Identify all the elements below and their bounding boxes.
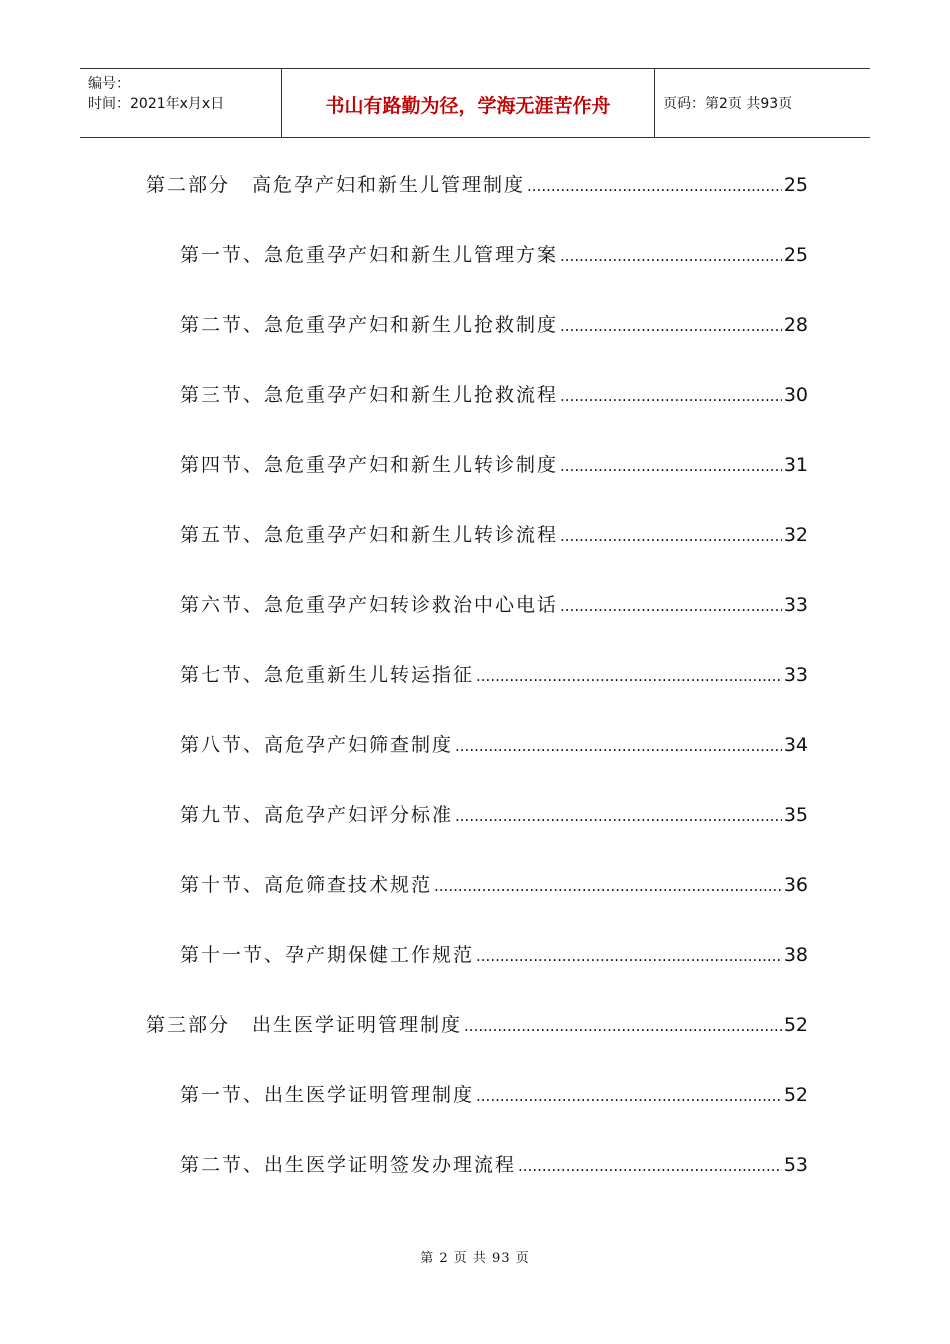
page-info: 页码：第2页 共93页 xyxy=(663,96,793,112)
toc-entry-page: 35 xyxy=(783,804,808,826)
header-meta-cell xyxy=(80,69,282,137)
toc-entry-title: 第十节、高危筛查技术规范 xyxy=(180,874,433,896)
toc-entry-title: 第十一节、孕产期保健工作规范 xyxy=(180,944,475,966)
toc-entry-page: 25 xyxy=(783,174,808,196)
toc-entry-section[interactable] xyxy=(180,590,808,618)
toc-entry-section[interactable] xyxy=(180,800,808,828)
toc-entry-title: 第四节、急危重孕产妇和新生儿转诊制度 xyxy=(180,454,559,476)
toc-entry-page: 32 xyxy=(783,524,808,546)
toc-entry-section[interactable] xyxy=(180,240,808,268)
toc-entry-title: 高危孕产妇和新生儿管理制度 xyxy=(252,174,526,196)
toc-entry-section[interactable] xyxy=(180,730,808,758)
toc-entry-section[interactable] xyxy=(180,940,808,968)
toc-entry-title: 第二节、急危重孕产妇和新生儿抢救制度 xyxy=(180,314,559,336)
toc-entry-section[interactable] xyxy=(180,1150,808,1178)
toc-entry-page: 53 xyxy=(783,1154,808,1176)
toc-leader-dots xyxy=(476,1087,782,1105)
toc-entry-section[interactable] xyxy=(180,380,808,408)
toc-entry-title: 第一节、出生医学证明管理制度 xyxy=(180,1084,475,1106)
header-page-cell xyxy=(655,69,870,137)
toc-entry-title: 第七节、急危重新生儿转运指征 xyxy=(180,664,475,686)
toc-leader-dots xyxy=(560,597,782,615)
number-label: 编号： xyxy=(88,76,130,92)
toc-entry-page: 31 xyxy=(783,454,808,476)
toc-entry-title: 第六节、急危重孕产妇转诊救治中心电话 xyxy=(180,594,559,616)
toc-entry-part[interactable] xyxy=(146,170,808,198)
toc-part-prefix: 第二部分 xyxy=(146,174,231,196)
toc-leader-dots xyxy=(560,247,782,265)
toc-entry-page: 30 xyxy=(783,384,808,406)
document-header xyxy=(80,68,870,138)
toc-leader-dots xyxy=(434,877,782,895)
toc-entry-page: 25 xyxy=(783,244,808,266)
toc-leader-dots xyxy=(560,527,782,545)
toc-entry-title: 第三节、急危重孕产妇和新生儿抢救流程 xyxy=(180,384,559,406)
toc-entry-part[interactable] xyxy=(146,1010,808,1038)
toc-entry-section[interactable] xyxy=(180,310,808,338)
toc-entry-title: 第一节、急危重孕产妇和新生儿管理方案 xyxy=(180,244,559,266)
toc-part-prefix: 第三部分 xyxy=(146,1014,231,1036)
toc-entry-page: 33 xyxy=(783,664,808,686)
toc-leader-dots xyxy=(518,1157,782,1175)
toc-entry-page: 34 xyxy=(783,734,808,756)
toc-entry-page: 52 xyxy=(783,1014,808,1036)
toc-entry-page: 38 xyxy=(783,944,808,966)
toc-leader-dots xyxy=(455,737,782,755)
toc-entry-title: 第五节、急危重孕产妇和新生儿转诊流程 xyxy=(180,524,559,546)
toc-entry-section[interactable] xyxy=(180,870,808,898)
toc-leader-dots xyxy=(560,317,782,335)
toc-leader-dots xyxy=(560,387,782,405)
toc-leader-dots xyxy=(476,947,782,965)
toc-entry-section[interactable] xyxy=(180,450,808,478)
toc-entry-section[interactable] xyxy=(180,660,808,688)
toc-entry-page: 33 xyxy=(783,594,808,616)
toc-entry-page: 52 xyxy=(783,1084,808,1106)
toc-entry-section[interactable] xyxy=(180,1080,808,1108)
motto-text: 书山有路勤为径，学海无涯苦作舟 xyxy=(325,95,611,117)
toc-leader-dots xyxy=(476,667,782,685)
toc-entry-section[interactable] xyxy=(180,520,808,548)
toc-entry-title: 第九节、高危孕产妇评分标准 xyxy=(180,804,454,826)
page-footer: 第 2 页 共 93 页 xyxy=(420,1251,530,1266)
toc-entry-page: 28 xyxy=(783,314,808,336)
toc-entry-title: 出生医学证明管理制度 xyxy=(252,1014,463,1036)
toc-entry-title: 第二节、出生医学证明签发办理流程 xyxy=(180,1154,517,1176)
header-motto-cell xyxy=(282,69,655,137)
toc-entry-title: 第八节、高危孕产妇筛查制度 xyxy=(180,734,454,756)
toc-leader-dots xyxy=(560,457,782,475)
toc-entry-page: 36 xyxy=(783,874,808,896)
toc-leader-dots xyxy=(527,177,782,195)
toc-leader-dots xyxy=(455,807,782,825)
toc-leader-dots xyxy=(464,1017,782,1035)
time-label: 时间：2021年x月x日 xyxy=(88,96,225,112)
